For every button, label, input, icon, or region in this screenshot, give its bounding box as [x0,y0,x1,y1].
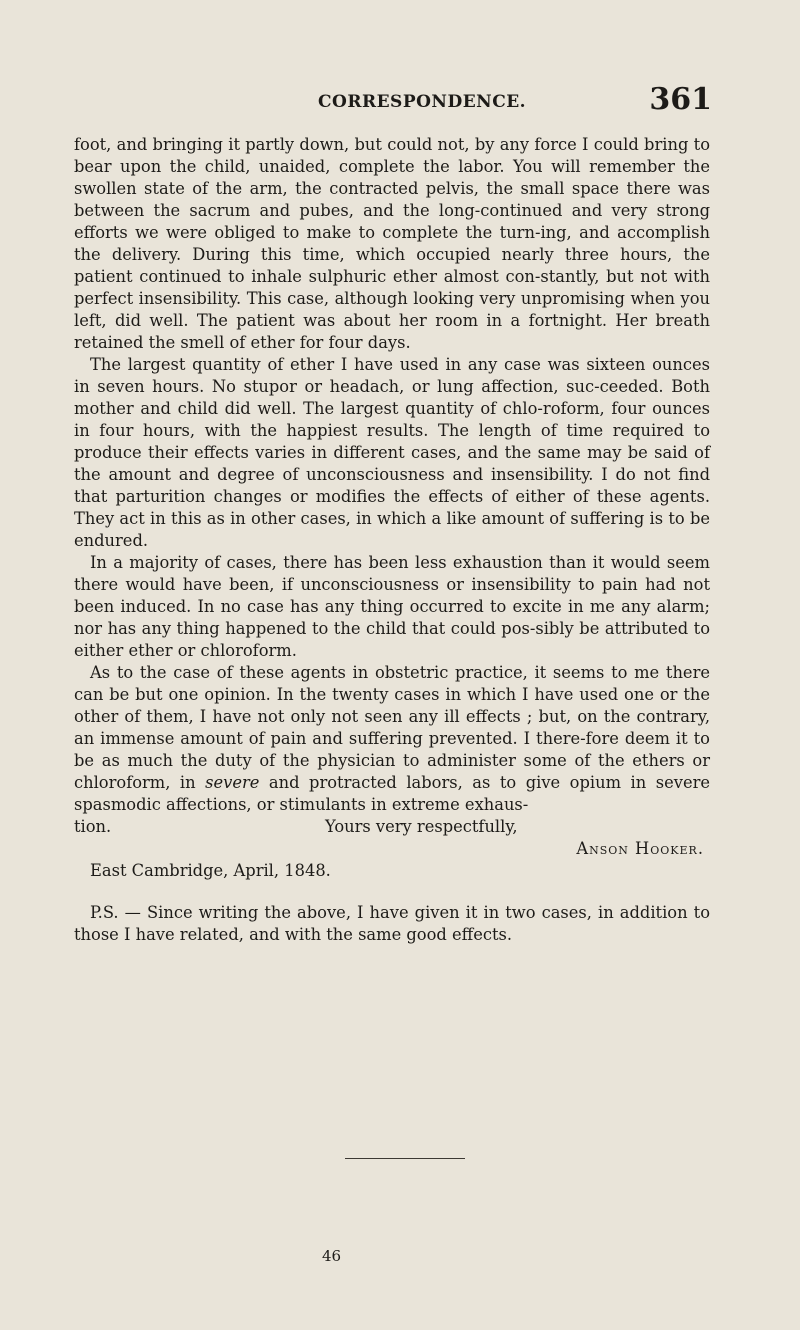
page-number: 361 [649,82,712,117]
signature-mark: 46 [322,1247,342,1265]
footnote-rule [345,1158,465,1159]
postscript: P.S. — Since writing the above, I have given it in two cases, in addition to those I have related, and with the same good effects. [74,903,710,944]
emphasis-severe: severe [205,773,260,792]
paragraph-4-text-b: and protracted labors, as to give opium in severe spasmodic affections, or stimulants in extreme exhaus- [74,773,710,814]
paragraph-4-text-a: As to the case of these agents in obstetric practice, it seems to me there can be but one opinion. In the twenty cases in which I have used one or the other of them, I have not only not seen any ill effects ; but, on the contrary, an immense amount of pain and suffering prevented. I there-fore deem it to be as much the duty of the physician to administer some of the ethers or chloroform, in [74,663,710,792]
running-title: CORRESPONDENCE. [318,92,527,112]
paragraph-2: The largest quantity of ether I have used in any case was sixteen ounces in seven hours. No stupor or headach, or lung affection, suc-ceeded. Both mother and child did well. The largest quantity of chlo-roform, four ounces in four hours, with the happiest results. The length of time required to produce their effects varies in different cases, and the same may be said of the amount and degree of unconsciousness and insensibility. I do not find that parturition changes or modifies the effects of either of these agents. They act in this as in other cases, in which a like amount of suffering is to be endured. [74,355,710,550]
paragraph-4 [74,662,710,816]
signature: Anson Hooker. [576,839,704,858]
running-head [0,82,800,124]
paragraph-4-last-word: tion. [74,817,112,836]
dateline: East Cambridge, April, 1848. [90,861,331,880]
paragraph-1: foot, and bringing it partly down, but could not, by any force I could bring to bear upon the child, unaided, complete the labor. You will remember the swollen state of the arm, the contracted pelvis, the small space there was between the sacrum and pubes, and the long-continued and very strong efforts we were obliged to make to complete the turn-ing, and accomplish the delivery. During this time, which occupied nearly three hours, the patient continued to inhale sulphuric ether almost con-stantly, but not with perfect insensibility. This case, although looking very unpromising when you left, did well. The patient was about her room in a fortnight. Her breath retained the smell of ether for four days. [74,135,710,352]
complimentary-close: Yours very respectfully, [325,817,518,836]
letter-body [74,134,710,946]
paragraph-3: In a majority of cases, there has been less exhaustion than it would seem there would have been, if unconsciousness or insensibility to pain had not been induced. In no case has any thing occurred to excite in me any alarm; nor has any thing happened to the child that could pos-sibly be attributed to either ether or chloroform. [74,553,710,660]
closing-line [74,816,710,838]
